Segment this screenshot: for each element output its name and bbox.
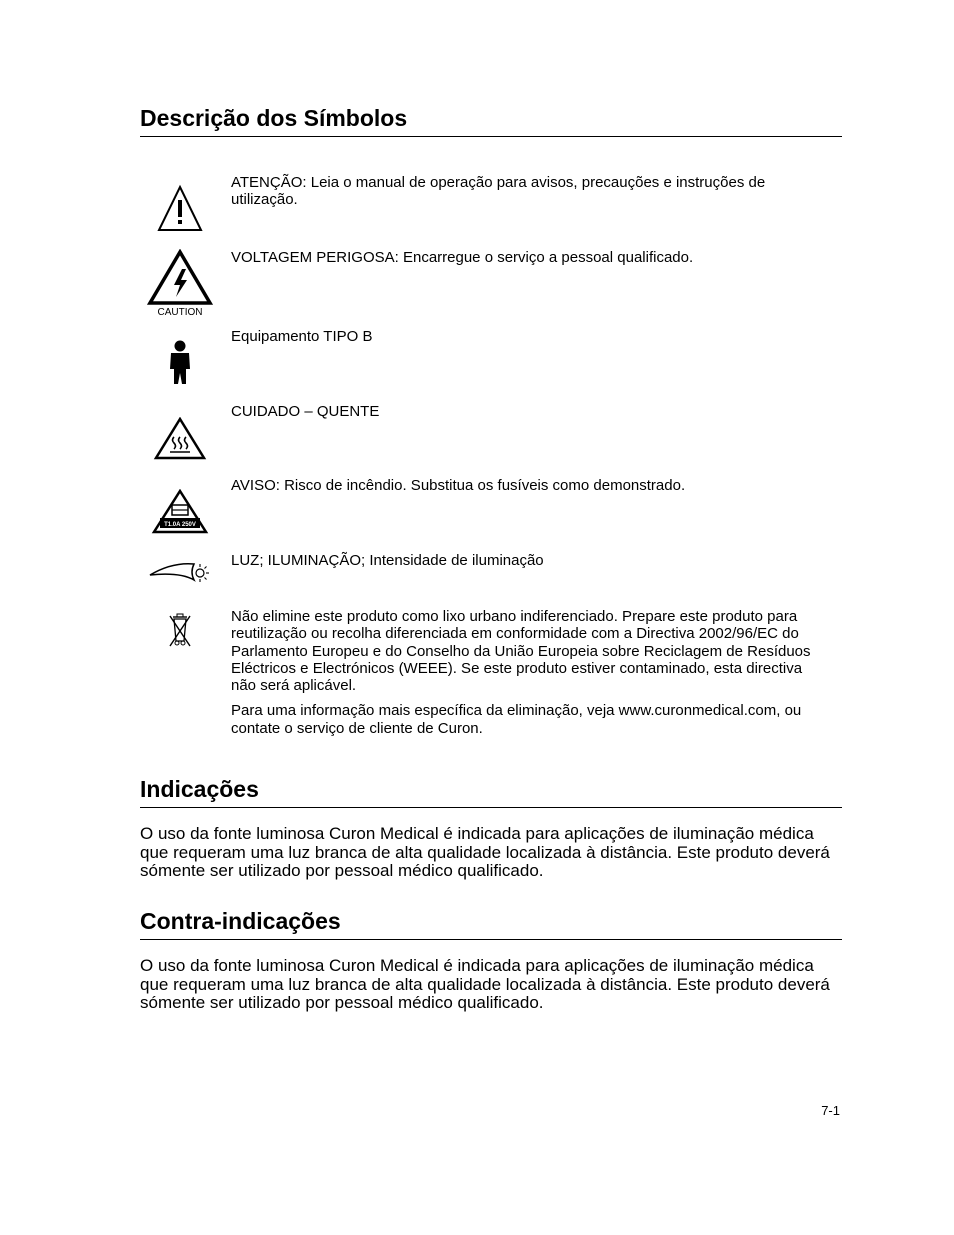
- symbol-description: AVISO: Risco de incêndio. Substitua os fusíveis como demonstrado.: [231, 477, 686, 494]
- caution-label: CAUTION: [157, 307, 203, 318]
- indications-heading: Indicações: [140, 775, 842, 808]
- light-intensity-icon: [140, 558, 220, 588]
- high-voltage-caution-icon: [140, 249, 220, 319]
- contraindications-body: O uso da fonte luminosa Curon Medical é indicada para aplicações de iluminação médica que requeram uma luz branca de alta qualidade localizada à distância. Este produto deverá sómente ser utilizado por pessoal médico qualificado.: [140, 956, 830, 1013]
- hot-surface-icon: [140, 417, 220, 461]
- symbol-description: VOLTAGEM PERIGOSA: Encarregue o serviço a pessoal qualificado.: [231, 249, 694, 266]
- symbol-description: ATENÇÃO: Leia o manual de operação para avisos, precauções e instruções de utilização.: [231, 174, 766, 209]
- symbol-description-block: [231, 608, 821, 745]
- attention-triangle-icon: [140, 184, 220, 234]
- symbols-heading: Descrição dos Símbolos: [140, 104, 842, 137]
- symbol-description: CUIDADO – QUENTE: [231, 403, 380, 420]
- type-b-person-icon: [140, 340, 220, 386]
- symbol-description: LUZ; ILUMINAÇÃO; Intensidade de iluminação: [231, 552, 544, 569]
- symbol-description: Equipamento TIPO B: [231, 328, 373, 345]
- weee-contact-paragraph: Para uma informação mais específica da eliminação, veja www.curonmedical.com, ou contate o serviço de cliente de Curon.: [231, 702, 802, 737]
- fuse-warning-icon: [140, 489, 220, 535]
- page-number: 7-1: [821, 1103, 840, 1118]
- weee-paragraph: Não elimine este produto como lixo urbano indiferenciado. Prepare este produto para reutilização ou recolha diferenciada em conformidade com a Directiva 2002/96/EC do Parlamento Europeu e do Conselho da União Europeia sobre Reciclagem de Resíduos Eléctricos e Electrónicos (WEEE). Se este produto estiver contaminado, esta directiva não será aplicável.: [231, 608, 811, 695]
- contraindications-heading: Contra-indicações: [140, 907, 842, 940]
- fuse-rating-label: T1.0A 250V: [164, 522, 196, 528]
- indications-body: O uso da fonte luminosa Curon Medical é indicada para aplicações de iluminação médica que requeram uma luz branca de alta qualidade localizada à distância. Este produto deverá sómente ser utilizado por pessoal médico qualificado.: [140, 824, 830, 881]
- weee-crossed-bin-icon: [140, 611, 220, 651]
